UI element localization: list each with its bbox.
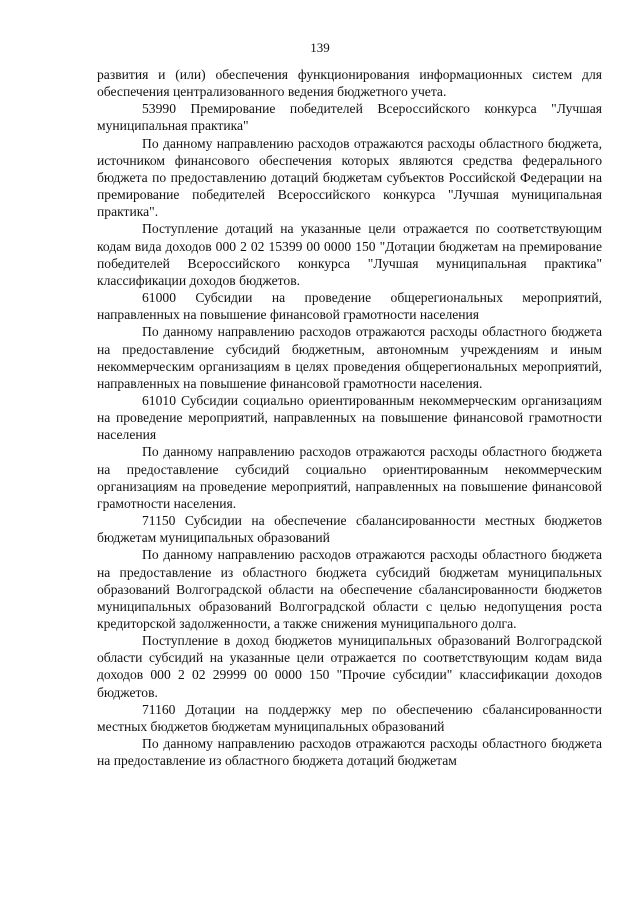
page-number: 139 bbox=[310, 40, 330, 55]
paragraph-heading-61000: 61000 Субсидии на проведение общерегиональных мероприятий, направленных на повышение финансовой грамотности населения bbox=[97, 290, 602, 323]
paragraph: По данному направлению расходов отражаются расходы областного бюджета на предоставление из областного бюджета дотаций бюджетам bbox=[97, 736, 602, 769]
paragraph-continuation: развития и (или) обеспечения функционирования информационных систем для обеспечения централизованного ведения бюджетного учета. bbox=[97, 67, 602, 100]
paragraph: По данному направлению расходов отражаются расходы областного бюджета на предоставление субсидий бюджетным, автономным учреждениям и иным некоммерческим организациям в целях проведения общерегиональных мероприятий, направленных на повышение финансовой грамотности населения. bbox=[97, 324, 602, 391]
paragraph: По данному направлению расходов отражаются расходы областного бюджета на предоставление из областного бюджета субсидий бюджетам муниципальных образований Волгоградской области на обеспечение сбалансированности бюджетов муниципальных образований Волгоградской области с целью недопущения роста кредиторской задолженности, а также снижения муниципального долга. bbox=[97, 547, 602, 631]
paragraph: По данному направлению расходов отражаются расходы областного бюджета на предоставление субсидий социально ориентированным некоммерческим организациям на проведение мероприятий, направленных на повышение финансовой грамотности населения. bbox=[97, 444, 602, 511]
paragraph-heading-71150: 71150 Субсидии на обеспечение сбалансированности местных бюджетов бюджетам муниципальных образований bbox=[97, 513, 602, 546]
paragraph: Поступление дотаций на указанные цели отражается по соответствующим кодам вида доходов 000 2 02 15399 00 0000 150 "Дотации бюджетам на премирование победителей Всероссийского конкурса "Лучшая муниципальная практика" классификации доходов бюджетов. bbox=[97, 221, 602, 288]
paragraph-heading-61010: 61010 Субсидии социально ориентированным некоммерческим организациям на проведение мероприятий, направленных на повышение финансовой грамотности населения bbox=[97, 392, 602, 443]
paragraph: Поступление в доход бюджетов муниципальных образований Волгоградской области субсидий на указанные цели отражается по соответствующим кодам вида доходов 000 2 02 29999 00 0000 150 "Прочие субсидии" классификации доходов бюджетов. bbox=[97, 633, 602, 700]
paragraph-heading-53990: 53990 Премирование победителей Всероссийского конкурса "Лучшая муниципальная практика" bbox=[97, 101, 602, 134]
paragraph-heading-71160: 71160 Дотации на поддержку мер по обеспечению сбалансированности местных бюджетов бюджетам муниципальных образований bbox=[97, 701, 602, 734]
paragraph: По данному направлению расходов отражаются расходы областного бюджета, источником финансового обеспечения которых являются средства федерального бюджета по предоставлению дотаций бюджетам субъектов Российской Федерации на премирование победителей Всероссийского конкурса "Лучшая муниципальная практика". bbox=[97, 135, 602, 220]
document-body bbox=[97, 66, 602, 769]
